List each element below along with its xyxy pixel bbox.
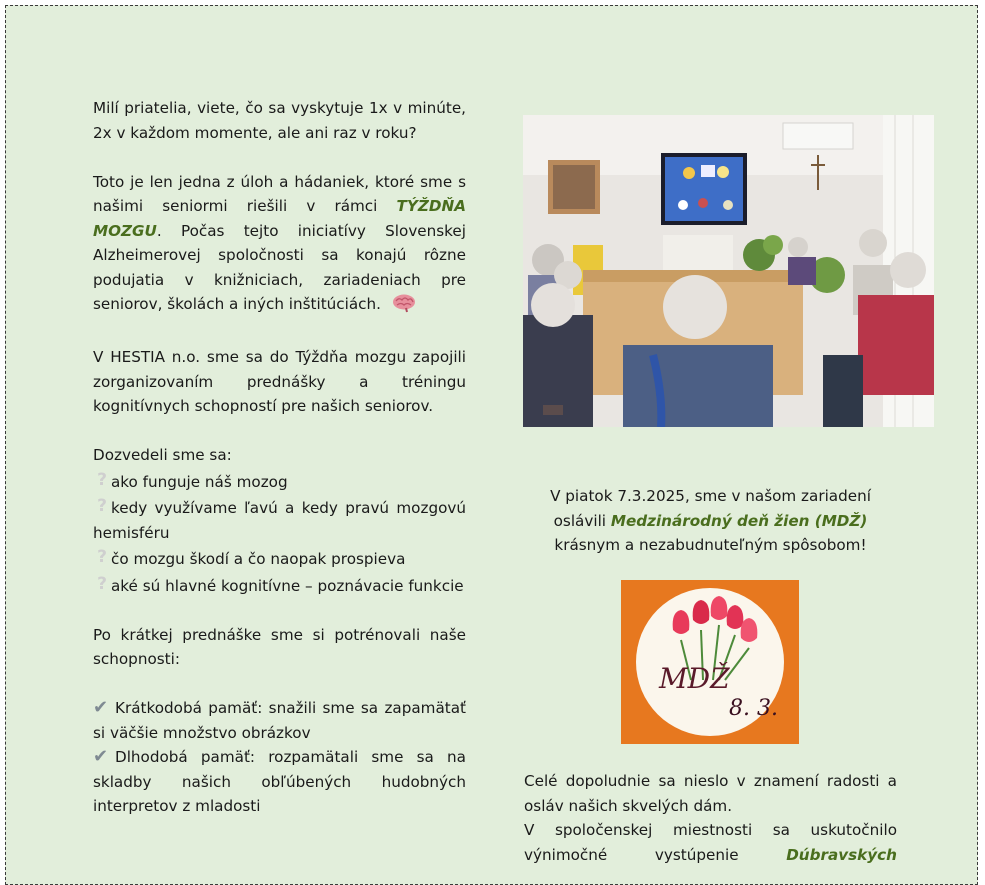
brain-week-text-b: . Počas tejto iniciatívy Slovenskej Alzheimerovej spoločnosti sa konajú rôzne podujatia v knižniciach, zariadeniach pre seniorov, školách a iných inštitúciách. [93, 221, 466, 313]
list-item-text: kedy využívame ľavú a kedy pravú mozgovú hemisféru [93, 499, 466, 542]
training-intro: Po krátkej prednáške sme si potrénovali naše schopnosti: [93, 625, 466, 668]
learned-title: Dozvedeli sme sa: [93, 446, 232, 464]
left-column [93, 96, 466, 819]
list-item-text: ako funguje náš mozog [111, 472, 288, 491]
brain-week-paragraph [93, 170, 466, 321]
caption-text-a: V piatok 7.3.2025, sme v našom zariadení oslávili [550, 487, 871, 530]
hestia-paragraph: V HESTIA n.o. sme sa do Týždňa mozgu zapojili zorganizovaním prednášky a tréningu kognitívnych schopností pre našich seniorov. [93, 348, 466, 415]
newsletter-page [5, 5, 978, 885]
list-item-text: čo mozgu škodí a čo naopak prospieva [111, 550, 406, 568]
list-item [93, 545, 466, 572]
riddle-paragraph: Milí priatelia, viete, čo sa vyskytuje 1x v minúte, 2x v každom momente, ale ani raz v roku? [93, 99, 466, 142]
list-item [93, 745, 466, 819]
caption-highlight: Medzinárodný deň žien (MDŽ) [610, 511, 868, 530]
list-item [93, 494, 466, 545]
list-item-text: Krátkodobá pamäť: snažili sme sa zapamätať si väčšie množstvo obrázkov [93, 699, 466, 742]
trained-list [93, 696, 466, 819]
question-mark-icon: ? [97, 469, 107, 490]
checkmark-icon: ✔ [93, 697, 109, 718]
list-item [93, 468, 466, 495]
list-item-text: aké sú hlavné kognitívne – poznávacie funkcie [111, 576, 464, 595]
celebration-paragraph: Celé dopoludnie sa nieslo v znamení radosti a osláv našich skvelých dám. [524, 772, 897, 815]
checkmark-icon: ✔ [93, 746, 109, 767]
brain-week-text-a: Toto je len jedna z úloh a hádaniek, ktoré sme s našimi seniormi riešili v rámci [93, 172, 466, 215]
question-mark-icon: ? [97, 547, 107, 567]
performance-paragraph [524, 818, 897, 867]
list-item [93, 572, 466, 599]
right-column-text [524, 769, 897, 867]
womens-day-caption [523, 484, 898, 558]
list-item [93, 696, 466, 745]
logo-date: 8. 3. [729, 696, 778, 721]
event-photo [523, 115, 934, 427]
question-mark-icon: ? [97, 573, 107, 594]
performance-highlight: Dúbravských [786, 845, 897, 864]
list-item-text: Dlhodobá pamäť: rozpamätali sme sa na skladby našich obľúbených hudobných interpretov z mladosti [93, 748, 466, 815]
caption-text-b: krásnym a nezabudnuteľným spôsobom! [554, 536, 867, 554]
mdz-logo [621, 580, 799, 744]
performance-text: V spoločenskej miestnosti sa uskutočnilo výnimočné vystúpenie [524, 821, 897, 864]
learned-list [93, 468, 466, 599]
brain-icon [392, 293, 416, 321]
logo-text: MDŽ [659, 662, 730, 695]
brain-week-highlight: TÝŽDŇA MOZGU [93, 197, 466, 240]
question-mark-icon: ? [97, 496, 107, 516]
